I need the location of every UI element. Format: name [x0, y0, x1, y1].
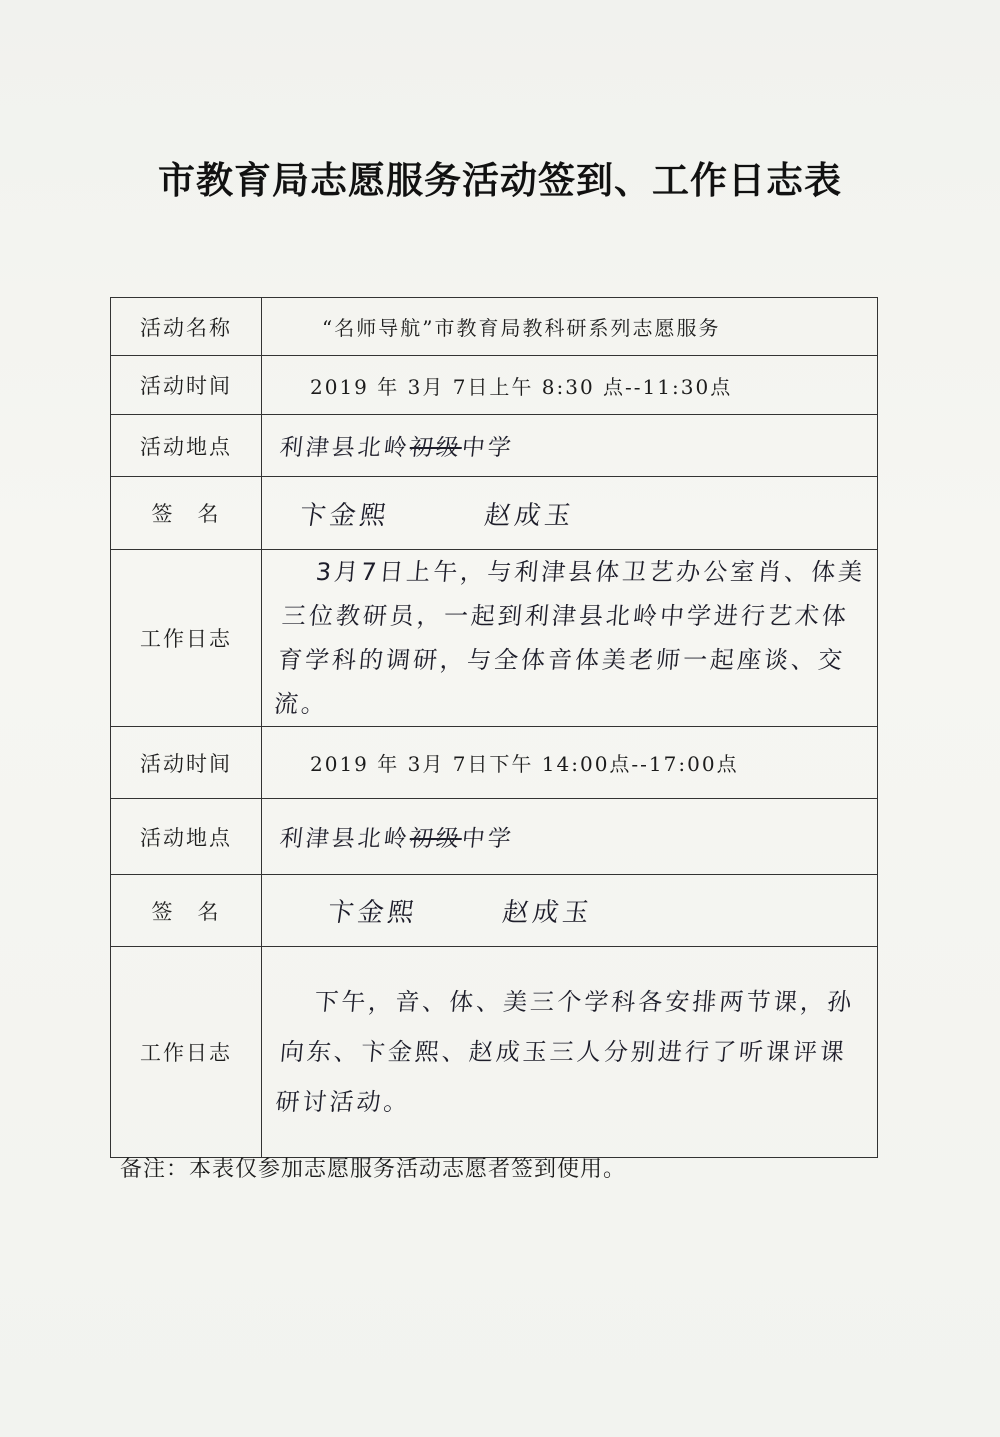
session1-time-label: 活动时间 [111, 356, 262, 415]
session1-place-row [111, 415, 878, 477]
session1-place-struck-text: 初级 [408, 435, 464, 461]
session2-place-text-end: 中学 [460, 826, 516, 852]
activity-name-label: 活动名称 [111, 298, 262, 356]
session1-sign-row [111, 477, 878, 550]
session2-place-handwriting [278, 820, 515, 853]
session1-place-text: 利津县北岭 [278, 435, 412, 461]
session1-log-cell [262, 550, 878, 727]
session2-time-label: 活动时间 [111, 727, 262, 799]
session1-place-handwriting [278, 429, 515, 462]
session2-log-text: 下午，音、体、美三个学科各安排两节课，孙向东、卞金熙、赵成玉三人分别进行了听课评课研讨活动。 [274, 988, 856, 1116]
session2-sign-label: 签 名 [111, 875, 262, 947]
session1-signature-1: 卞金熙 [297, 500, 392, 531]
session2-log-label: 工作日志 [111, 947, 262, 1158]
session1-place-text-end: 中学 [460, 435, 516, 461]
session1-log-text: 3月7日上午，与利津县体卫艺办公室肖、体美三位教研员，一起到利津县北岭中学进行艺术体育学科的调研，与全体音体美老师一起座谈、交流。 [273, 558, 867, 718]
sign-in-log-table [110, 297, 878, 1158]
session2-sign-row [111, 875, 878, 947]
session2-log-cell [262, 947, 878, 1158]
activity-name-row [111, 298, 878, 356]
document-title: 市教育局志愿服务活动签到、工作日志表 [158, 158, 842, 202]
session2-place-struck-text: 初级 [408, 826, 464, 852]
session2-place-text: 利津县北岭 [278, 826, 412, 852]
session2-place-cell [262, 799, 878, 875]
session2-place-label: 活动地点 [111, 799, 262, 875]
session1-time-row [111, 356, 878, 415]
session2-sign-cell [262, 875, 878, 947]
session2-log-row [111, 947, 878, 1158]
session1-time-value: 2019 年 3月 7日上午 8:30 点--11:30点 [310, 374, 733, 399]
session2-place-row [111, 799, 878, 875]
session1-log-label: 工作日志 [111, 550, 262, 727]
activity-name-cell [262, 298, 878, 356]
session1-signature-2: 赵成玉 [482, 500, 577, 531]
session2-time-row [111, 727, 878, 799]
session1-log-row [111, 550, 878, 727]
session2-signature-2: 赵成玉 [500, 898, 595, 928]
session1-time-cell [262, 356, 878, 415]
session1-place-cell [262, 415, 878, 477]
session1-sign-label: 签 名 [111, 477, 262, 550]
session1-place-label: 活动地点 [111, 415, 262, 477]
session2-time-cell [262, 727, 878, 799]
session2-signature-1: 卞金熙 [325, 898, 420, 928]
session1-sign-cell [262, 477, 878, 550]
footnote: 备注：本表仅参加志愿服务活动志愿者签到使用。 [120, 1157, 627, 1182]
session2-time-value: 2019 年 3月 7日下午 14:00点--17:00点 [310, 752, 739, 776]
activity-name-value: “名师导航”市教育局教科研系列志愿服务 [322, 316, 721, 340]
